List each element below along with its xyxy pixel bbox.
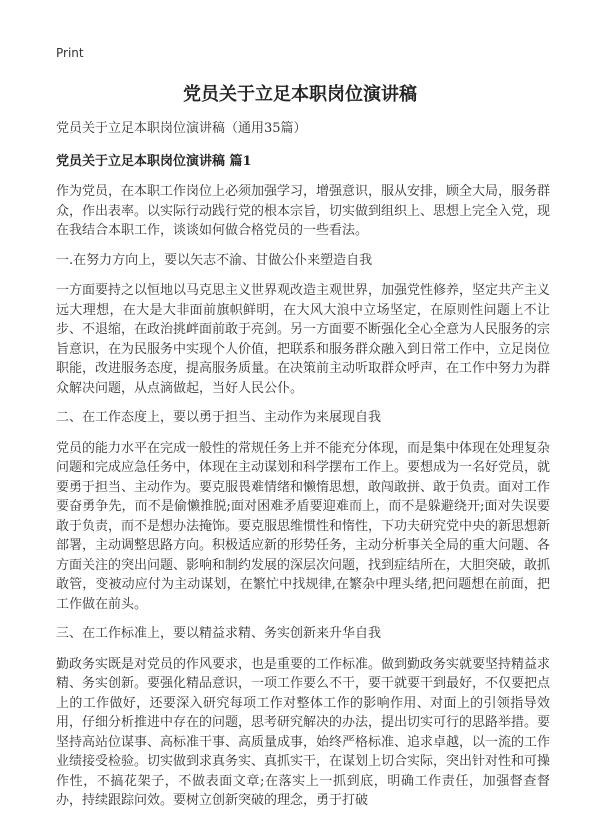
paragraph: 作为党员，在本职工作岗位上必须加强学习，增强意识，服从安排，顾全大局，服务群众，作出表率。以实际行动践行党的根本宗旨，切实做到组织上、思想上完全入党，现在我结合本职工作，谈谈如何做合格党员的一些看法。: [56, 184, 551, 238]
print-link[interactable]: Print: [56, 46, 84, 60]
document-body: [56, 119, 550, 821]
page-title: 党员关于立足本职岗位演讲稿: [183, 84, 417, 105]
section-heading: 二、在工作态度上，要以勇于担当、主动作为来展现自我: [56, 410, 382, 425]
section-heading: 三、在工作标准上，要以精益求精、务实创新来升华自我: [56, 626, 382, 641]
section-heading: 一.在努力方向上，要以矢志不渝、甘做公仆来塑造自我: [56, 252, 373, 268]
paragraph: 一方面要持之以恒地以马克思主义世界观改造主观世界，加强党性修养，坚定共产主义远大理想，在大是大非面前旗帜鲜明，在大风大浪中立场坚定，在原则性问题上不让步、不退缩，在政治挑衅面前敢于亮剑。另一方面要不断强化全心全意为人民服务的宗旨意识，在为民服务中实现个人价值，把联系和服务群众融入到日常工作中，立足岗位职能，改进服务态度，提高服务质量。在决策前主动听取群众呼声，在工作中努力为群众解决问题，从点滴做起，当好人民公仆。: [56, 283, 551, 396]
paragraph: 勤政务实既是对党员的作风要求，也是重要的工作标准。做到勤政务实就要坚持精益求精、务实创新。要强化精品意识，一项工作要么不干，要干就要干到最好，不仅要把点上的工作做好，还要深入研究每项工作对整体工作的影响作用、对面上的引领指导效用，仔细分析推进中存在的问题，思考研究解决的办法，提出切实可行的思路举措。要坚持高站位谋事、高标准干事、高质量成事，始终严格标准、追求卓越，以一流的工作业绩接受检验。切实做到求真务实、真抓实干，在谋划上切合实际，突出针对性和可操作性，不搞花架子，不做表面文章;在落实上一抓到底，明确工作责任，加强督查督办，持续跟踪问效。要树立创新突破的理念，勇于打破: [56, 656, 551, 808]
section-title: 党员关于立足本职岗位演讲稿 篇1: [56, 153, 252, 169]
document-subtitle: 党员关于立足本职岗位演讲稿（通用35篇）: [56, 121, 307, 136]
paragraph: 党员的能力水平在完成一般性的常规任务上并不能充分体现，而是集中体现在处理复杂问题和完成应急任务中，体现在主动谋划和科学摆布工作上。要想成为一名好党员，就要勇于担当、主动作为。要克服畏难情绪和懒惰思想，敢闯敢拼、敢于负责。面对工作要奋勇争先，而不是偷懒推脱;面对困难矛盾要迎难而上，而不是躲避绕开;面对失误要敢于负责，而不是想办法掩饰。要克服思维惯性和惰性，下功夫研究党中央的新思想新部署，主动调整思路方向。积极适应新的形势任务，主动分析事关全局的重大问题、各方面关注的突出问题、影响和制约发展的深层次问题，找到症结所在，大胆突破，敢抓敢管，变被动应付为主动谋划，在繁忙中找规律,在繁杂中理头绪,把问题想在前面，把工作做在前头。: [56, 440, 551, 612]
